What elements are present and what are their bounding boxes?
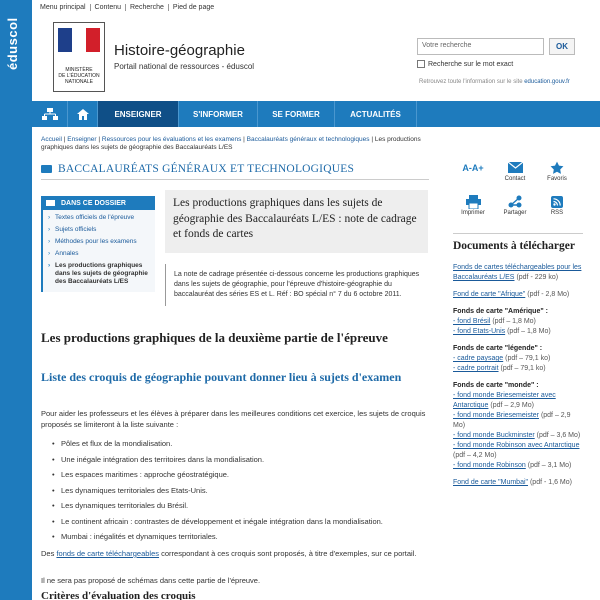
article-title: Les productions graphiques dans les sujets de géographie des Baccalauréats L/ES : note de cadrage et fonds de cartes [165,190,428,253]
print-label: Imprimer [461,210,485,216]
download-link[interactable]: Fond de carte "Mumbai" [453,479,529,486]
download-group: Fonds de carte "Amérique" : - fond Brésil (pdf – 1,8 Mo) - fond Etats-Unis (pdf – 1,8 Mo) [453,307,583,337]
favorites-label: Favoris [547,176,567,182]
nav-actualites[interactable]: ACTUALITÉS [335,101,417,127]
nav-sinformer[interactable]: S'INFORMER [179,101,258,127]
dossier-list [41,210,155,292]
sitemap-icon[interactable] [32,101,68,127]
rss-tool[interactable] [537,193,577,216]
breadcrumb: Accueil | Enseigner | Ressources pour les évaluations et les examens | Baccalauréats généraux et technologiques | Les productions graphiques dans les sujets de géographie des Baccalauréats L/ES [41,136,421,151]
download-link[interactable]: Fonds de cartes téléchargeables pour les Baccalauréats L/ES [453,264,582,281]
download-link[interactable]: - fond monde Briesemeister avec Antarctique [453,392,556,409]
download-link[interactable]: - fond monde Buckminster [453,432,535,439]
education-gouv-link[interactable]: education.gouv.fr [524,79,570,85]
downloads-panel [453,233,583,495]
croquis-list [52,436,432,545]
ministry-logo-text: MINISTÈRE DE L'ÉDUCATION NATIONALE [58,67,100,85]
eduscol-sidebar [0,0,32,600]
breadcrumb-enseigner[interactable]: Enseigner [67,136,97,143]
rss-label: RSS [550,210,564,216]
download-link[interactable]: - cadre paysage [453,355,504,362]
text-size-icon: A-A+ [462,162,484,173]
skip-link-search[interactable]: Recherche [125,4,168,11]
contact-label: Contact [504,176,526,182]
share-label: Partager [503,210,527,216]
download-group: Fonds de carte "monde" : - fond monde Briesemeister avec Antarctique (pdf – 2,9 Mo) - fond monde Briesemeister (pdf – 2,9 Mo) - fond monde Buckminster (pdf – 3,6 Mo) - fond monde Robinson avec Antarctique (pdf – 4,2 Mo) - fond monde Robinson (pdf – 3,1 Mo) [453,381,583,471]
contact-icon [495,159,535,176]
folder-icon [41,165,52,173]
list-item: • Les dynamiques territoriales du Brésil. [52,498,432,514]
breadcrumb-baccalaureats[interactable]: Baccalauréats généraux et technologiques [246,136,370,143]
rss-icon [537,193,577,210]
list-item: • Les espaces maritimes : approche géostratégique. [52,467,432,483]
nav-enseigner[interactable]: ENSEIGNER [98,101,179,127]
article-heading-criteria: Critères d'évaluation des croquis [41,590,196,600]
download-link[interactable]: Fond de carte "Afrique" [453,291,526,298]
download-group: Fonds de carte "légende" : - cadre paysage (pdf – 79,1 ko) - cadre portrait (pdf – 79,1 ko) [453,344,583,374]
download-link[interactable]: - fond Brésil [453,318,491,325]
favorites-tool[interactable] [537,159,577,182]
download-entry: Fond de carte "Afrique" (pdf - 2,8 Mo) [453,291,570,298]
skip-link-content[interactable]: Contenu [90,4,125,11]
dossier-menu [41,196,155,292]
skip-links [40,4,218,11]
main-nav [32,101,600,127]
folder-icon [46,200,55,206]
search-input[interactable]: Votre recherche [417,38,544,55]
breadcrumb-ressources[interactable]: Ressources pour les évaluations et les examens [101,136,242,143]
dossier-item-current[interactable]: › Les productions graphiques dans les sujets de géographie des Baccalauréats L/ES [43,260,155,288]
dossier-item[interactable]: › Méthodes pour les examens [43,236,155,248]
exact-search-option[interactable] [417,60,513,68]
download-link[interactable]: - fond monde Briesemeister [453,412,539,419]
search-button[interactable]: OK [549,38,575,55]
dossier-item[interactable]: › Sujets officiels [43,224,155,236]
nav-se-former[interactable]: SE FORMER [258,101,335,127]
print-icon [453,193,493,210]
list-item: • Les dynamiques territoriales des Etats-Unis. [52,483,432,499]
list-item: • Mumbai : inégalités et dynamiques territoriales. [52,529,432,545]
breadcrumb-current: Les productions graphiques dans les sujets de géographie des Baccalauréats L/ES [41,136,421,151]
star-icon [537,159,577,176]
site-title[interactable]: Histoire-géographie [114,42,245,59]
fonds-de-carte-link[interactable]: fonds de carte téléchargeables [56,549,160,558]
article-intro: La note de cadrage présentée ci-dessous concerne les productions graphiques dans les sujets de géographie, pour l'épreuve d'histoire-géographie du baccalauréat des séries ES et L. Réf : BO spécial n° 7 du 6 octobre 2011. [165,264,428,306]
article-paragraph: Pour aider les professeurs et les élèves à préparer dans les meilleures conditions cet exercice, les sujets de croquis proposés se limiteront à la liste suivante : [41,409,426,429]
article-paragraph: Il ne sera pas proposé de schémas dans cette partie de l'épreuve. [41,576,261,585]
download-link[interactable]: - fond monde Robinson [453,462,526,469]
text-size-tool[interactable] [453,159,493,176]
share-icon [495,193,535,210]
downloads-title: Documents à télécharger [453,240,575,252]
page [32,0,600,600]
list-item: • Une inégale intégration des territoires dans la mondialisation. [52,452,432,468]
site-subtitle: Portail national de ressources - éduscol [114,62,255,71]
article-subheading: Liste des croquis de géographie pouvant donner lieu à sujets d'examen [41,370,402,384]
download-entry: Fond de carte "Mumbai" (pdf - 1,6 Mo) [453,479,572,486]
dossier-header: DANS CE DOSSIER [41,196,155,210]
download-link[interactable]: - cadre portrait [453,365,499,372]
dossier-item[interactable]: › Textes officiels de l'épreuve [43,212,155,224]
download-link[interactable]: - fond Etats-Unis [453,328,506,335]
article-paragraph: Des fonds de carte téléchargeables correspondant à ces croquis sont proposés, à titre d'exemples, sur ce portail. [41,549,417,558]
list-item: • Le continent africain : contrastes de développement et inégale intégration dans la mondialisation. [52,514,432,530]
list-item: • Pôles et flux de la mondialisation. [52,436,432,452]
section-header [41,158,429,180]
dossier-item[interactable]: › Annales [43,248,155,260]
download-entry: Fonds de cartes téléchargeables pour les Baccalauréats L/ES (pdf - 229 ko) [453,264,582,281]
eduscol-brand[interactable]: éduscol [5,17,20,70]
ministry-logo[interactable] [53,22,105,92]
download-link[interactable]: - fond monde Robinson avec Antarctique [453,442,580,449]
exact-search-label: Recherche sur le mot exact [428,60,514,68]
download-group-title: Fonds de carte "légende" : [453,345,543,352]
breadcrumb-home[interactable]: Accueil [41,136,62,143]
contact-tool[interactable] [495,159,535,182]
skip-link-menu[interactable]: Menu principal [40,4,86,11]
article-heading: Les productions graphiques de la deuxième partie de l'épreuve [41,330,388,345]
exact-search-checkbox[interactable] [417,60,425,68]
share-tool[interactable] [495,193,535,216]
skip-link-footer[interactable]: Pied de page [168,4,218,11]
print-tool[interactable] [453,193,493,216]
search-note: Retrouvez toute l'information sur le site education.gouv.fr [419,79,570,85]
download-group-title: Fonds de carte "Amérique" : [453,308,548,315]
republic-flag-icon [58,28,100,52]
section-title: BACCALAURÉATS GÉNÉRAUX ET TECHNOLOGIQUES [58,162,355,175]
home-icon[interactable] [68,101,98,127]
download-group-title: Fonds de carte "monde" : [453,382,539,389]
page-tools [453,159,576,229]
